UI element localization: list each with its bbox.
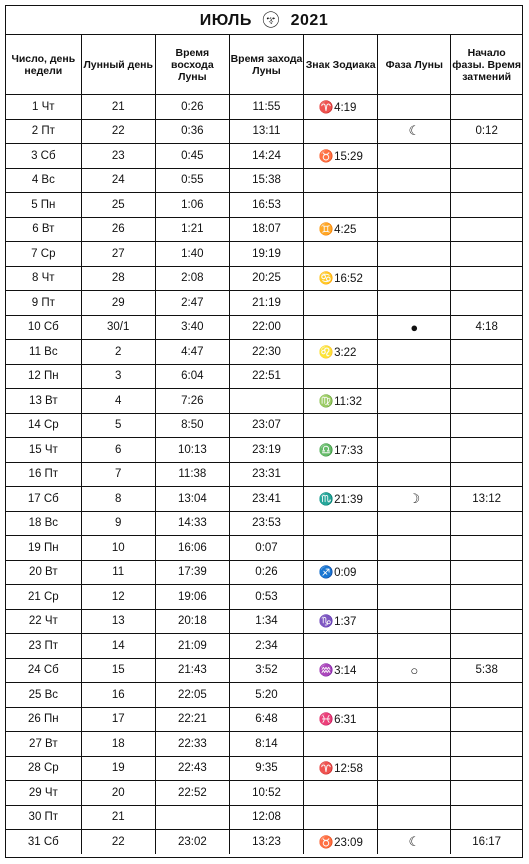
- lunar-day-cell: 22: [81, 119, 155, 144]
- zodiac-cell: [304, 560, 378, 585]
- moonset-cell: 13:11: [229, 119, 303, 144]
- table-row: [6, 168, 522, 193]
- lunar-day-cell: 25: [81, 193, 155, 218]
- moon-phase-cell: [378, 609, 451, 634]
- moonrise-cell: 22:33: [155, 732, 229, 757]
- moonrise-cell: 7:26: [155, 389, 229, 414]
- moonset-cell: 22:00: [229, 315, 303, 340]
- phase-start-cell: [451, 462, 522, 487]
- moonset-cell: 20:25: [229, 266, 303, 291]
- date-cell: 10 Сб: [6, 315, 81, 340]
- date-cell: 25 Вс: [6, 683, 81, 708]
- moon-phase-cell: [378, 560, 451, 585]
- moonset-cell: 21:19: [229, 291, 303, 316]
- phase-start-cell: [451, 242, 522, 267]
- zodiac-cell: [304, 266, 378, 291]
- moonrise-cell: 0:45: [155, 144, 229, 169]
- lunar-day-cell: 21: [81, 805, 155, 830]
- lunar-calendar-sheet: [5, 5, 523, 858]
- table-row: [6, 119, 522, 144]
- phase-start-cell: [451, 168, 522, 193]
- moon-phase-cell: [378, 536, 451, 561]
- zodiac-sign-icon: ♓: [318, 712, 334, 727]
- moon-phase-cell: [378, 291, 451, 316]
- table-row: [6, 217, 522, 242]
- moon-phase-cell: [378, 462, 451, 487]
- header-moonrise: Время восхода Луны: [155, 35, 229, 95]
- phase-start-cell: [451, 511, 522, 536]
- zodiac-cell: [304, 291, 378, 316]
- table-row: [6, 364, 522, 389]
- date-cell: 18 Вс: [6, 511, 81, 536]
- phase-start-cell: 16:17: [451, 830, 522, 854]
- lunar-day-cell: 24: [81, 168, 155, 193]
- table-row: [6, 756, 522, 781]
- phase-start-cell: [451, 805, 522, 830]
- date-cell: 6 Вт: [6, 217, 81, 242]
- moonrise-cell: [155, 805, 229, 830]
- moonrise-cell: 1:21: [155, 217, 229, 242]
- lunar-day-cell: 8: [81, 487, 155, 512]
- table-row: [6, 634, 522, 659]
- phase-start-cell: [451, 683, 522, 708]
- moon-phase-cell: [378, 364, 451, 389]
- moonrise-cell: 23:02: [155, 830, 229, 854]
- moon-phase-cell: [378, 193, 451, 218]
- zodiac-time: 4:19: [334, 101, 357, 114]
- zodiac-time: 21:39: [334, 493, 363, 506]
- table-row: [6, 707, 522, 732]
- lunar-day-cell: 19: [81, 756, 155, 781]
- zodiac-sign-icon: ♐: [318, 565, 334, 580]
- zodiac-cell: [304, 217, 378, 242]
- phase-start-cell: [451, 144, 522, 169]
- date-cell: 19 Пн: [6, 536, 81, 561]
- date-cell: 31 Сб: [6, 830, 81, 854]
- phase-start-cell: [451, 364, 522, 389]
- lunar-table: [6, 35, 522, 854]
- moonset-cell: 15:38: [229, 168, 303, 193]
- zodiac-time: 3:22: [334, 346, 357, 359]
- table-row: [6, 781, 522, 806]
- moonset-cell: 3:52: [229, 658, 303, 683]
- table-row: [6, 291, 522, 316]
- table-row: [6, 340, 522, 365]
- moonrise-cell: 2:47: [155, 291, 229, 316]
- moonrise-cell: 22:52: [155, 781, 229, 806]
- date-cell: 8 Чт: [6, 266, 81, 291]
- moonset-cell: 8:14: [229, 732, 303, 757]
- moonrise-cell: 1:40: [155, 242, 229, 267]
- moonrise-cell: 8:50: [155, 413, 229, 438]
- lunar-day-cell: 15: [81, 658, 155, 683]
- zodiac-sign-icon: ♈: [318, 761, 334, 776]
- moonset-cell: 0:53: [229, 585, 303, 610]
- phase-start-cell: [451, 781, 522, 806]
- moonset-cell: 2:34: [229, 634, 303, 659]
- zodiac-cell: [304, 340, 378, 365]
- phase-start-cell: [451, 634, 522, 659]
- date-cell: 27 Вт: [6, 732, 81, 757]
- table-row: [6, 413, 522, 438]
- moon-phase-cell: [378, 511, 451, 536]
- zodiac-cell: [304, 830, 378, 854]
- zodiac-cell: [304, 144, 378, 169]
- header-phase: Фаза Луны: [378, 35, 451, 95]
- zodiac-cell: [304, 683, 378, 708]
- moonset-cell: 1:34: [229, 609, 303, 634]
- moon-phase-cell: [378, 413, 451, 438]
- moon-phase-cell: [378, 487, 451, 512]
- moon-phase-cell: [378, 707, 451, 732]
- moon-phase-cell: [378, 805, 451, 830]
- zodiac-cell: [304, 119, 378, 144]
- phase-start-cell: [451, 707, 522, 732]
- zodiac-sign-icon: ♒: [318, 663, 334, 678]
- moonset-cell: 18:07: [229, 217, 303, 242]
- lunar-day-cell: 14: [81, 634, 155, 659]
- zodiac-time: 12:58: [334, 763, 363, 776]
- zodiac-time: 23:09: [334, 836, 363, 849]
- zodiac-sign-icon: ♏: [318, 491, 334, 506]
- date-cell: 5 Пн: [6, 193, 81, 218]
- moonrise-cell: 22:21: [155, 707, 229, 732]
- phase-start-cell: [451, 560, 522, 585]
- moon-phase-cell: [378, 217, 451, 242]
- moonset-cell: 9:35: [229, 756, 303, 781]
- moonset-cell: 23:19: [229, 438, 303, 463]
- moon-phase-cell: [378, 438, 451, 463]
- moonset-cell: 5:20: [229, 683, 303, 708]
- moonrise-cell: 0:26: [155, 95, 229, 120]
- lunar-day-cell: 28: [81, 266, 155, 291]
- table-row: [6, 266, 522, 291]
- moonrise-cell: 17:39: [155, 560, 229, 585]
- phase-start-cell: 13:12: [451, 487, 522, 512]
- date-cell: 14 Ср: [6, 413, 81, 438]
- date-cell: 16 Пт: [6, 462, 81, 487]
- date-cell: 24 Сб: [6, 658, 81, 683]
- phase-start-cell: [451, 438, 522, 463]
- moon-phase-cell: [378, 389, 451, 414]
- moonrise-cell: 0:36: [155, 119, 229, 144]
- phase-start-cell: [451, 732, 522, 757]
- lunar-day-cell: 20: [81, 781, 155, 806]
- phase-start-cell: 5:38: [451, 658, 522, 683]
- moonset-cell: 22:51: [229, 364, 303, 389]
- moon-phase-cell: [378, 95, 451, 120]
- title-month: ИЮЛЬ: [199, 12, 252, 29]
- zodiac-cell: [304, 536, 378, 561]
- zodiac-cell: [304, 413, 378, 438]
- moonset-cell: 23:07: [229, 413, 303, 438]
- header-zodiac: Знак Зодиака: [304, 35, 378, 95]
- phase-start-cell: [451, 95, 522, 120]
- moonrise-cell: 19:06: [155, 585, 229, 610]
- moon-phase-cell: [378, 756, 451, 781]
- zodiac-cell: [304, 462, 378, 487]
- moon-phase-cell: [378, 144, 451, 169]
- moonset-cell: 12:08: [229, 805, 303, 830]
- zodiac-cell: [304, 315, 378, 340]
- lunar-day-cell: 23: [81, 144, 155, 169]
- table-row: [6, 315, 522, 340]
- zodiac-sign-icon: ♉: [318, 834, 334, 849]
- moonrise-cell: 21:43: [155, 658, 229, 683]
- phase-start-cell: [451, 389, 522, 414]
- moon-phase-icon: ☾: [408, 833, 421, 849]
- moonrise-cell: 2:08: [155, 266, 229, 291]
- moonrise-cell: 11:38: [155, 462, 229, 487]
- phase-start-cell: [451, 217, 522, 242]
- lunar-day-cell: 3: [81, 364, 155, 389]
- zodiac-time: 6:31: [334, 714, 357, 727]
- zodiac-cell: [304, 658, 378, 683]
- lunar-day-cell: 13: [81, 609, 155, 634]
- lunar-day-cell: 21: [81, 95, 155, 120]
- table-row: [6, 830, 522, 854]
- phase-start-cell: 4:18: [451, 315, 522, 340]
- date-cell: 9 Пт: [6, 291, 81, 316]
- moonset-cell: 19:19: [229, 242, 303, 267]
- moonset-cell: [229, 389, 303, 414]
- phase-start-cell: [451, 413, 522, 438]
- date-cell: 13 Вт: [6, 389, 81, 414]
- date-cell: 20 Вт: [6, 560, 81, 585]
- phase-start-cell: 0:12: [451, 119, 522, 144]
- zodiac-cell: [304, 487, 378, 512]
- table-row: [6, 438, 522, 463]
- phase-start-cell: [451, 340, 522, 365]
- moon-phase-icon: ☽: [408, 490, 421, 506]
- moonset-cell: 23:31: [229, 462, 303, 487]
- moon-face-icon: 🌝︎: [260, 12, 282, 29]
- lunar-day-cell: 18: [81, 732, 155, 757]
- moon-phase-cell: [378, 315, 451, 340]
- lunar-day-cell: 29: [81, 291, 155, 316]
- date-cell: 3 Сб: [6, 144, 81, 169]
- zodiac-sign-icon: ♍: [318, 393, 334, 408]
- zodiac-cell: [304, 609, 378, 634]
- moonrise-cell: 10:13: [155, 438, 229, 463]
- zodiac-time: 11:32: [334, 395, 362, 408]
- moon-phase-icon: ☾: [408, 123, 421, 139]
- phase-start-cell: [451, 193, 522, 218]
- moon-phase-cell: [378, 781, 451, 806]
- date-cell: 4 Вс: [6, 168, 81, 193]
- moonset-cell: 23:53: [229, 511, 303, 536]
- zodiac-cell: [304, 756, 378, 781]
- zodiac-time: 15:29: [334, 150, 363, 163]
- lunar-day-cell: 27: [81, 242, 155, 267]
- date-cell: 7 Ср: [6, 242, 81, 267]
- moonrise-cell: 21:09: [155, 634, 229, 659]
- lunar-day-cell: 9: [81, 511, 155, 536]
- table-row: [6, 511, 522, 536]
- lunar-day-cell: 5: [81, 413, 155, 438]
- zodiac-time: 3:14: [334, 665, 357, 678]
- moonrise-cell: 14:33: [155, 511, 229, 536]
- header-lunar-day: Лунный день: [81, 35, 155, 95]
- moonset-cell: 14:24: [229, 144, 303, 169]
- date-cell: 11 Вс: [6, 340, 81, 365]
- zodiac-cell: [304, 168, 378, 193]
- table-row: [6, 732, 522, 757]
- zodiac-sign-icon: ♉: [318, 148, 334, 163]
- zodiac-sign-icon: ♑: [318, 614, 334, 629]
- zodiac-cell: [304, 707, 378, 732]
- zodiac-sign-icon: ♋: [318, 271, 334, 286]
- page-title: [6, 6, 522, 35]
- zodiac-cell: [304, 634, 378, 659]
- moonrise-cell: 0:55: [155, 168, 229, 193]
- date-cell: 2 Пт: [6, 119, 81, 144]
- lunar-day-cell: 2: [81, 340, 155, 365]
- moon-phase-icon: ●: [410, 319, 419, 335]
- phase-start-cell: [451, 291, 522, 316]
- table-row: [6, 683, 522, 708]
- moon-phase-cell: [378, 830, 451, 854]
- moonset-cell: 22:30: [229, 340, 303, 365]
- table-row: [6, 536, 522, 561]
- zodiac-sign-icon: ♈: [318, 99, 334, 114]
- moonrise-cell: 6:04: [155, 364, 229, 389]
- date-cell: 22 Чт: [6, 609, 81, 634]
- zodiac-cell: [304, 364, 378, 389]
- moonset-cell: 0:26: [229, 560, 303, 585]
- moonrise-cell: 16:06: [155, 536, 229, 561]
- zodiac-time: 4:25: [334, 224, 357, 237]
- moonrise-cell: 22:43: [155, 756, 229, 781]
- moonset-cell: 13:23: [229, 830, 303, 854]
- moon-phase-cell: [378, 119, 451, 144]
- moonrise-cell: 1:06: [155, 193, 229, 218]
- date-cell: 15 Чт: [6, 438, 81, 463]
- zodiac-time: 0:09: [334, 567, 357, 580]
- date-cell: 1 Чт: [6, 95, 81, 120]
- table-row: [6, 609, 522, 634]
- moon-phase-cell: [378, 242, 451, 267]
- phase-start-cell: [451, 609, 522, 634]
- moonset-cell: 0:07: [229, 536, 303, 561]
- table-row: [6, 462, 522, 487]
- lunar-day-cell: 7: [81, 462, 155, 487]
- date-cell: 17 Сб: [6, 487, 81, 512]
- moon-phase-icon: ○: [410, 662, 419, 678]
- zodiac-cell: [304, 242, 378, 267]
- lunar-day-cell: 17: [81, 707, 155, 732]
- lunar-day-cell: 10: [81, 536, 155, 561]
- header-phase-start: Начало фазы. Время затмений: [451, 35, 522, 95]
- table-row: [6, 242, 522, 267]
- header-date: Число, день недели: [6, 35, 81, 95]
- lunar-day-cell: 12: [81, 585, 155, 610]
- zodiac-cell: [304, 585, 378, 610]
- moonset-cell: 10:52: [229, 781, 303, 806]
- table-row: [6, 560, 522, 585]
- date-cell: 21 Ср: [6, 585, 81, 610]
- zodiac-time: 16:52: [334, 273, 363, 286]
- moon-phase-cell: [378, 683, 451, 708]
- table-row: [6, 193, 522, 218]
- moonrise-cell: 22:05: [155, 683, 229, 708]
- zodiac-cell: [304, 438, 378, 463]
- zodiac-sign-icon: ♌: [318, 344, 334, 359]
- date-cell: 30 Пт: [6, 805, 81, 830]
- table-row: [6, 95, 522, 120]
- moon-phase-cell: [378, 340, 451, 365]
- date-cell: 12 Пн: [6, 364, 81, 389]
- zodiac-sign-icon: ♊: [318, 222, 334, 237]
- date-cell: 29 Чт: [6, 781, 81, 806]
- table-row: [6, 658, 522, 683]
- moonset-cell: 6:48: [229, 707, 303, 732]
- moonset-cell: 23:41: [229, 487, 303, 512]
- moonrise-cell: 20:18: [155, 609, 229, 634]
- lunar-day-cell: 30/1: [81, 315, 155, 340]
- lunar-day-cell: 4: [81, 389, 155, 414]
- title-year: 2021: [290, 12, 329, 29]
- lunar-day-cell: 22: [81, 830, 155, 854]
- phase-start-cell: [451, 585, 522, 610]
- zodiac-sign-icon: ♎: [318, 442, 334, 457]
- zodiac-cell: [304, 389, 378, 414]
- moonrise-cell: 4:47: [155, 340, 229, 365]
- table-row: [6, 389, 522, 414]
- table-row: [6, 585, 522, 610]
- lunar-day-cell: 11: [81, 560, 155, 585]
- zodiac-time: 17:33: [334, 444, 363, 457]
- date-cell: 23 Пт: [6, 634, 81, 659]
- phase-start-cell: [451, 266, 522, 291]
- date-cell: 26 Пн: [6, 707, 81, 732]
- phase-start-cell: [451, 756, 522, 781]
- moonrise-cell: 13:04: [155, 487, 229, 512]
- table-row: [6, 144, 522, 169]
- moon-phase-cell: [378, 168, 451, 193]
- moon-phase-cell: [378, 658, 451, 683]
- zodiac-cell: [304, 805, 378, 830]
- table-header-row: [6, 35, 522, 95]
- moonset-cell: 16:53: [229, 193, 303, 218]
- header-moonset: Время захода Луны: [229, 35, 303, 95]
- moon-phase-cell: [378, 266, 451, 291]
- lunar-day-cell: 26: [81, 217, 155, 242]
- moon-phase-cell: [378, 585, 451, 610]
- lunar-day-cell: 6: [81, 438, 155, 463]
- moon-phase-cell: [378, 732, 451, 757]
- zodiac-cell: [304, 193, 378, 218]
- table-row: [6, 805, 522, 830]
- date-cell: 28 Ср: [6, 756, 81, 781]
- moon-phase-cell: [378, 634, 451, 659]
- table-row: [6, 487, 522, 512]
- moonrise-cell: 3:40: [155, 315, 229, 340]
- lunar-day-cell: 16: [81, 683, 155, 708]
- zodiac-cell: [304, 511, 378, 536]
- zodiac-cell: [304, 95, 378, 120]
- zodiac-cell: [304, 781, 378, 806]
- phase-start-cell: [451, 536, 522, 561]
- moonset-cell: 11:55: [229, 95, 303, 120]
- zodiac-time: 1:37: [334, 616, 357, 629]
- zodiac-cell: [304, 732, 378, 757]
